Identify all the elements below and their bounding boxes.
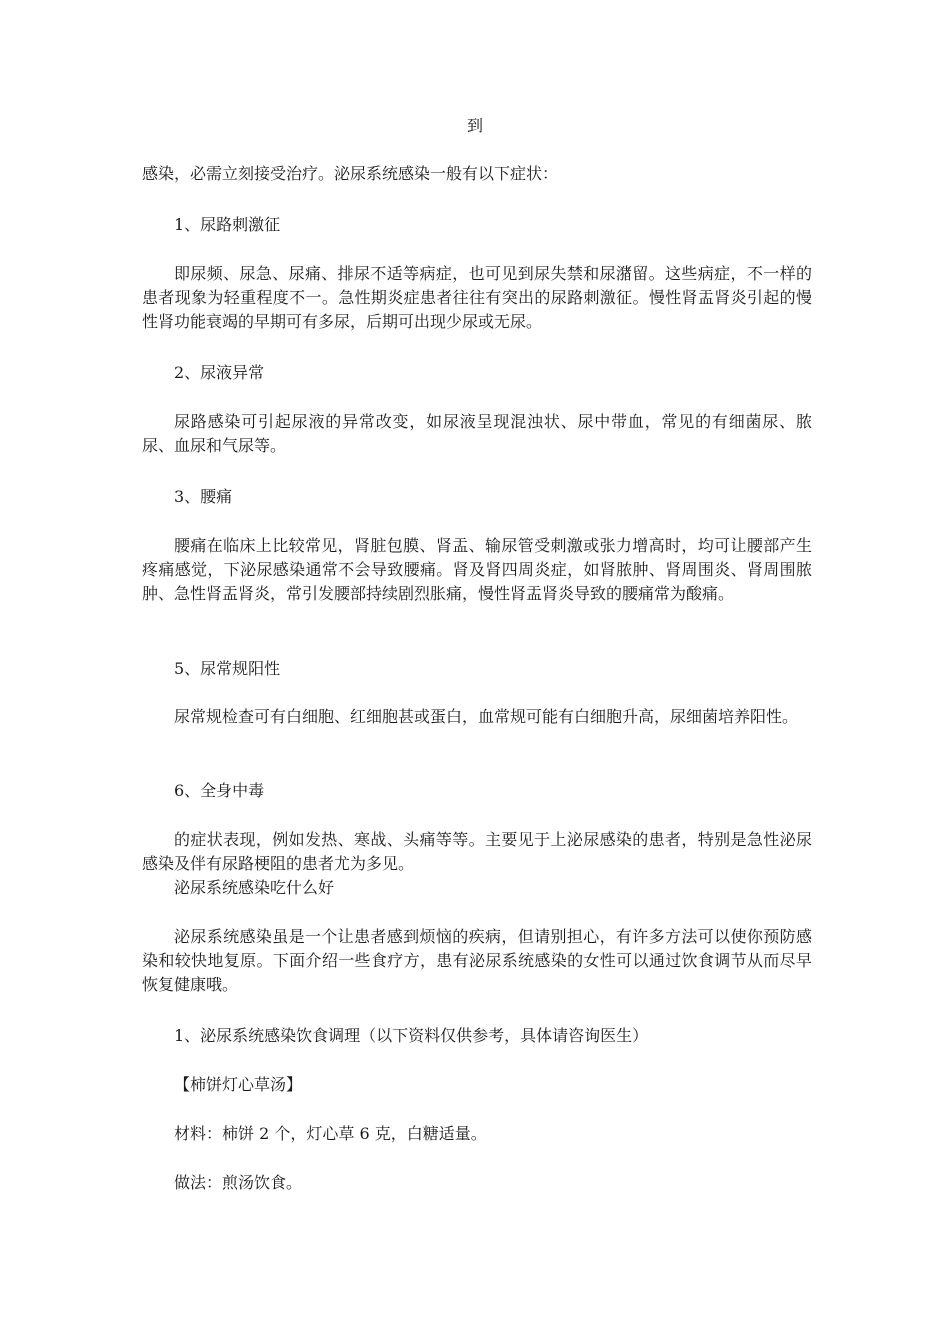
section-title: 2、尿液异常 [174, 363, 265, 382]
recipe-materials: 材料：柿饼 2 个，灯心草 6 克，白糖适量。 [174, 1124, 487, 1143]
section-title: 6、全身中毒 [174, 781, 265, 800]
section-title: 5、尿常规阳性 [174, 659, 281, 678]
recipe-method: 做法：煎汤饮食。 [174, 1173, 303, 1192]
section-body: 腰痛在临床上比较常见，肾脏包膜、肾盂、输尿管受刺激或张力增高时，均可让腰部产生疼痛感觉，下泌尿感染通常不会导致腰痛。肾及肾四周炎症，如肾脓肿、肾周围炎、肾周围脓肿、急性肾盂肾炎，常引发腰部持续剧烈胀痛，慢性肾盂肾炎导致的腰痛常为酸痛。 [142, 536, 812, 603]
section-title: 3、腰痛 [174, 487, 233, 506]
section-body: 的症状表现，例如发热、寒战、头痛等等。主要见于上泌尿感染的患者，特别是急性泌尿感染及伴有尿路梗阻的患者尤为多见。 [142, 830, 812, 873]
subheading: 泌尿系统感染吃什么好 [174, 878, 335, 897]
section-body: 即尿频、尿急、尿痛、排尿不适等病症，也可见到尿失禁和尿潴留。这些病症，不一样的患者现象为轻重程度不一。急性期炎症患者往往有突出的尿路刺激征。慢性肾盂肾炎引起的慢性肾功能衰竭的早期可有多尿，后期可出现少尿或无尿。 [142, 264, 812, 331]
section-body: 尿常规检查可有白细胞、红细胞甚或蛋白，血常规可能有白细胞升高，尿细菌培养阳性。 [174, 707, 799, 726]
page-header-char: 到 [467, 116, 484, 135]
diet-section-title: 1、泌尿系统感染饮食调理（以下资料仅供参考，具体请咨询医生） [174, 1026, 649, 1045]
section-body: 尿路感染可引起尿液的异常改变，如尿液呈现混浊状、尿中带血，常见的有细菌尿、脓尿、血尿和气尿等。 [142, 412, 812, 455]
recipe-name: 【柿饼灯心草汤】 [174, 1075, 303, 1094]
diet-intro-paragraph: 泌尿系统感染虽是一个让患者感到烦恼的疾病，但请别担心，有许多方法可以使你预防感染和较快地复原。下面介绍一些食疗方，患有泌尿系统感染的女性可以通过饮食调节从而尽早恢复健康哦。 [142, 927, 812, 994]
section-title: 1、尿路刺激征 [174, 215, 281, 234]
intro-line: 感染，必需立刻接受治疗。泌尿系统感染一般有以下症状： [142, 164, 559, 183]
